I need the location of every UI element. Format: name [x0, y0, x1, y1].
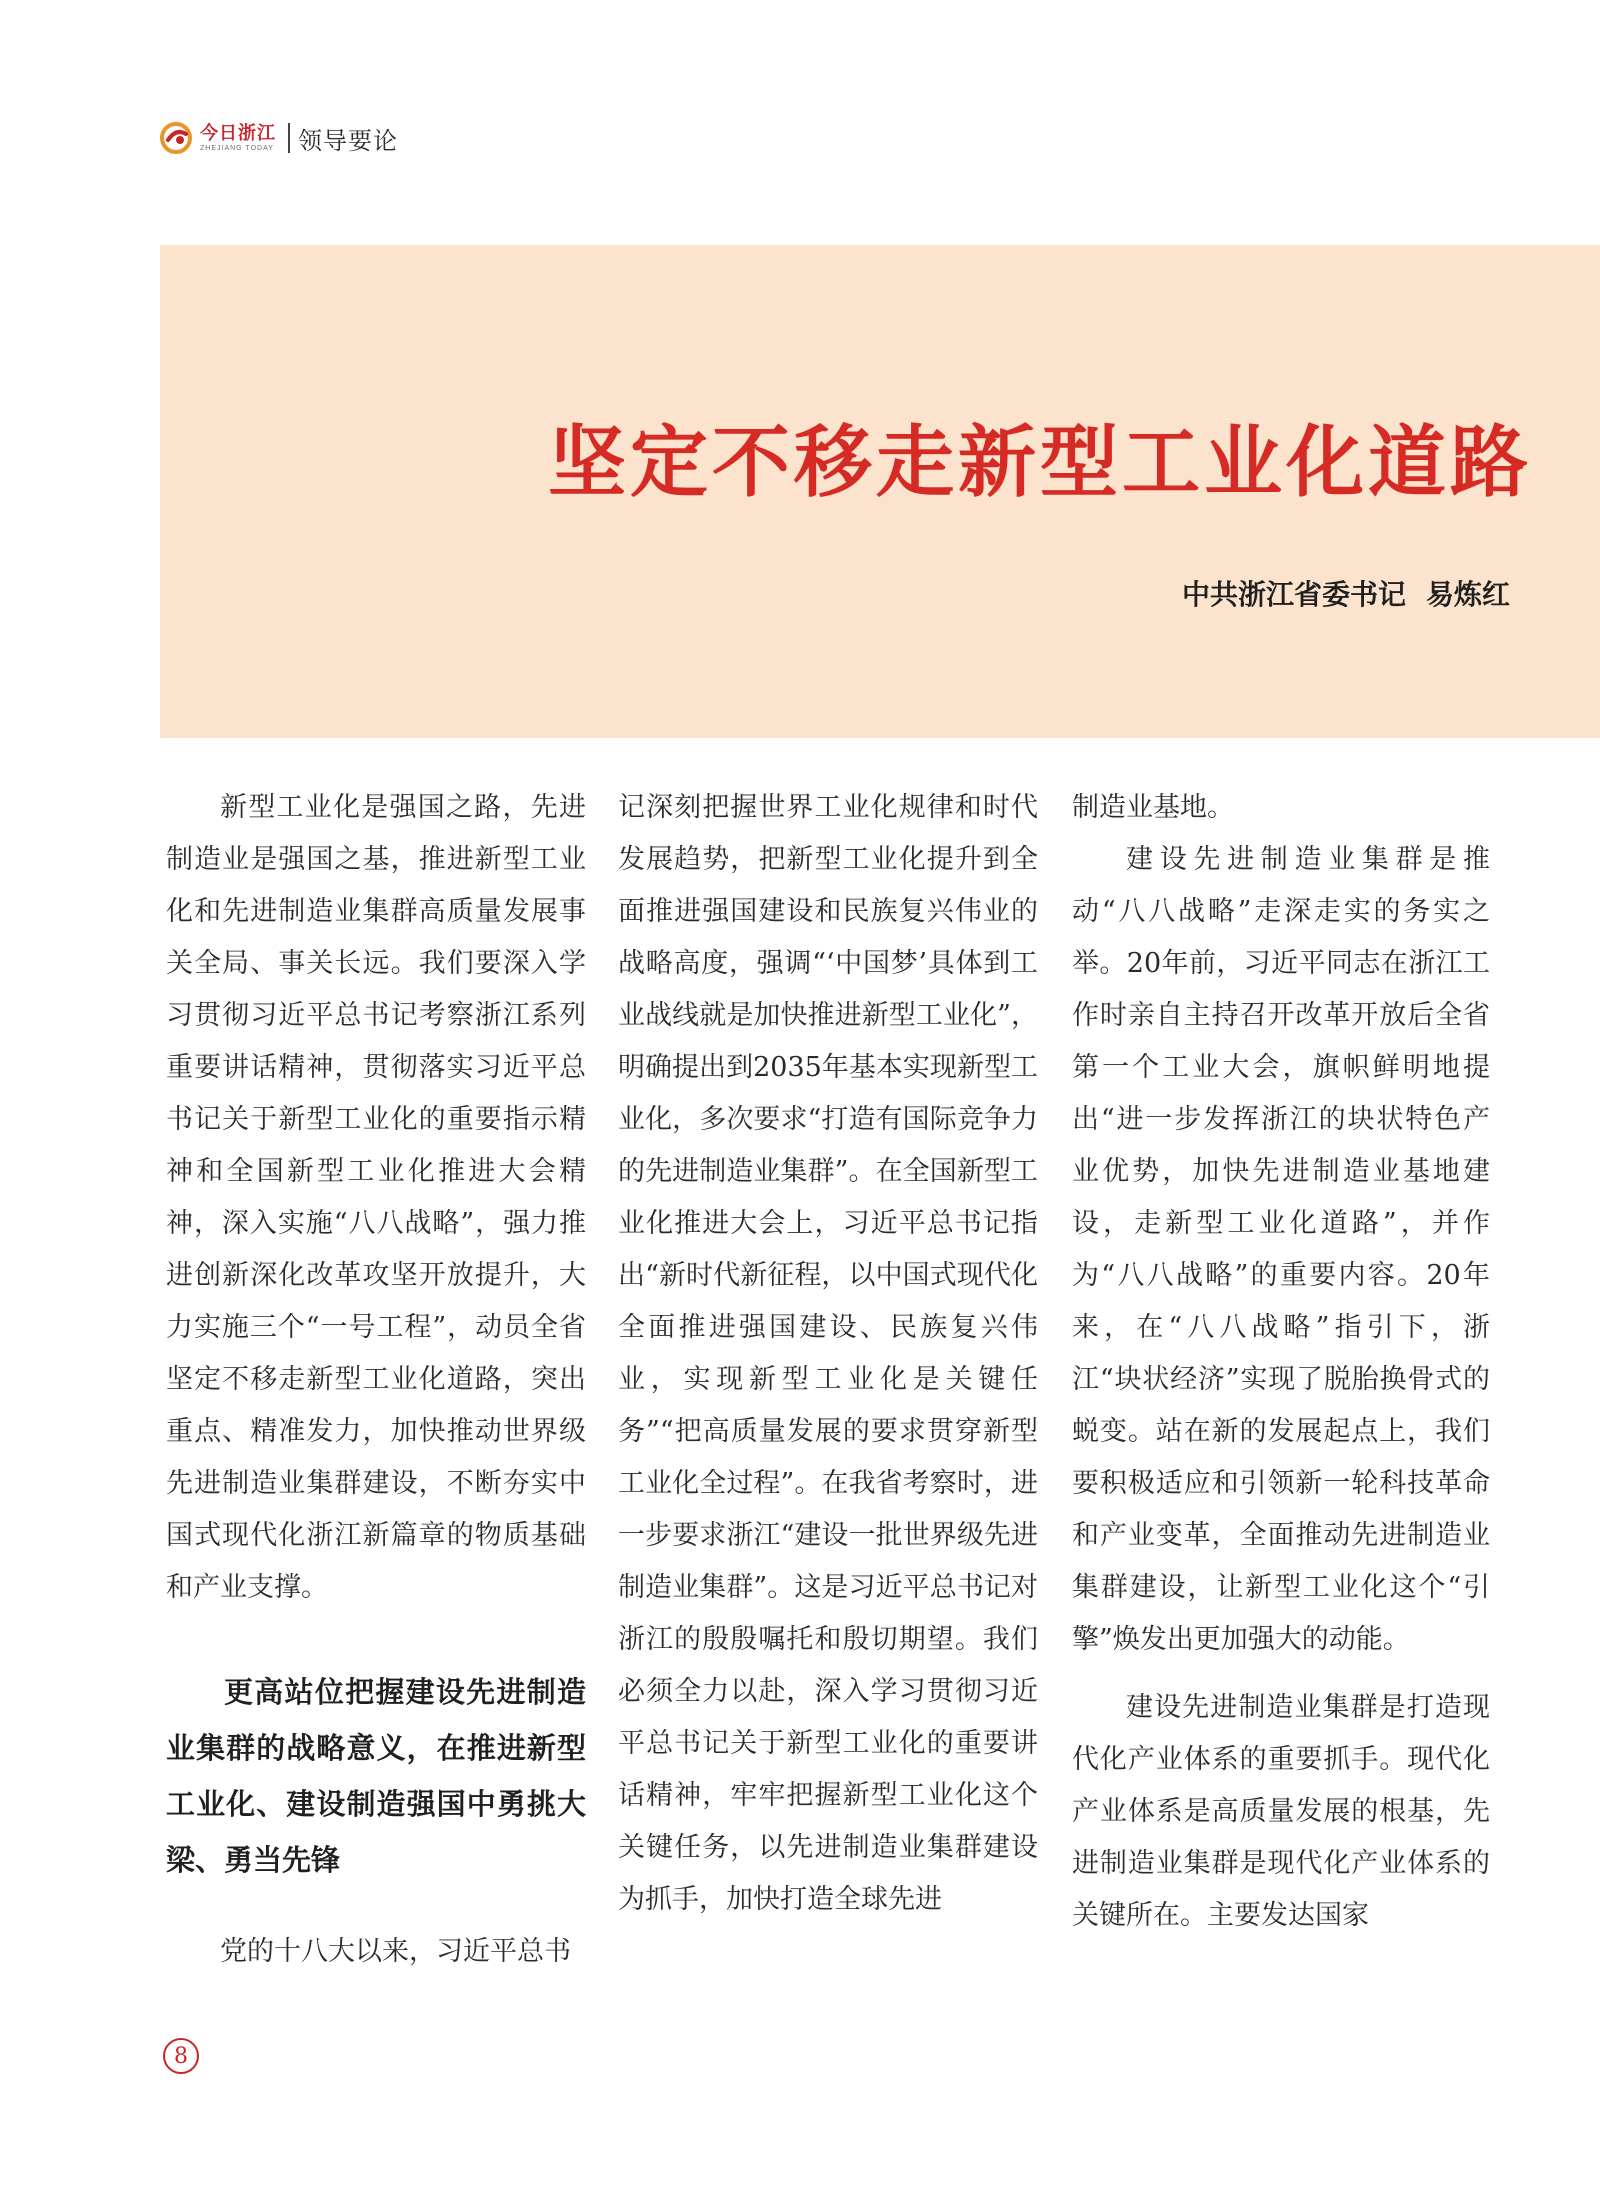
author-name: 易炼红 [1425, 578, 1510, 611]
header-bar [160, 118, 398, 158]
section-subheading: 更高站位把握建设先进制造业集群的战略意义，在推进新型工业化、建设制造强国中勇挑大梁、勇当先锋 [166, 1675, 586, 1877]
paragraph: 记深刻把握世界工业化规律和时代发展趋势，把新型工业化提升到全面推进强国建设和民族复兴伟业的战略高度，强调“‘中国梦’具体到工业战线就是加快推进新型工业化”，明确提出到2035年基本实现新型工业化，多次要求“打造有国际竞争力的先进制造业集群”。在全国新型工业化推进大会上，习近平总书记指出“新时代新征程，以中国式现代化全面推进强国建设、民族复兴伟业，实现新型工业化是关键任务”“把高质量发展的要求贯穿新型工业化全过程”。在我省考察时，进一步要求浙江“建设一批世界级先进制造业集群”。这是习近平总书记对浙江的殷殷嘱托和殷切期望。我们必须全力以赴，深入学习贯彻习近平总书记关于新型工业化的重要讲话精神，牢牢把握新型工业化这个关键任务，以先进制造业集群建设为抓手，加快打造全球先进 [618, 792, 1038, 1915]
paragraph: 制造业基地。 [1072, 792, 1234, 823]
article-column-2 [618, 782, 1038, 1926]
zhejiang-today-logo-icon [160, 122, 192, 154]
byline [1182, 573, 1510, 613]
page-number: 8 [163, 2038, 199, 2074]
header-divider [288, 123, 290, 153]
author-role: 中共浙江省委书记 [1181, 578, 1406, 611]
title-banner [160, 245, 1600, 738]
section-name: 领导要论 [298, 126, 398, 155]
logo-text [200, 124, 276, 153]
article-title: 坚定不移走新型工业化道路 [547, 418, 1532, 508]
paragraph: 建设先进制造业集群是推动“八八战略”走深走实的务实之举。20年前，习近平同志在浙江工作时亲自主持召开改革开放后全省第一个工业大会，旗帜鲜明地提出“进一步发挥浙江的块状特色产业优势，加快先进制造业基地建设，走新型工业化道路”，并作为“八八战略”的重要内容。20年来，在“八八战略”指引下，浙江“块状经济”实现了脱胎换骨式的蜕变。站在新的发展起点上，我们要积极适应和引领新一轮科技革命和产业变革，全面推动先进制造业集群建设，让新型工业化这个“引擎”焕发出更加强大的动能。 [1072, 844, 1490, 1655]
paragraph: 党的十八大以来，习近平总书 [220, 1936, 571, 1967]
paragraph: 建设先进制造业集群是打造现代化产业体系的重要抓手。现代化产业体系是高质量发展的根基，先进制造业集群是现代化产业体系的关键所在。主要发达国家 [1072, 1692, 1490, 1931]
article-column-3 [1072, 782, 1490, 1942]
paragraph: 新型工业化是强国之路，先进制造业是强国之基，推进新型工业化和先进制造业集群高质量发展事关全局、事关长远。我们要深入学习贯彻习近平总书记考察浙江系列重要讲话精神，贯彻落实习近平总书记关于新型工业化的重要指示精神和全国新型工业化推进大会精神，深入实施“八八战略”，强力推进创新深化改革攻坚开放提升，大力实施三个“一号工程”，动员全省坚定不移走新型工业化道路，突出重点、精准发力，加快推动世界级先进制造业集群建设，不断夯实中国式现代化浙江新篇章的物质基础和产业支撑。 [166, 792, 586, 1603]
article-column-1 [166, 782, 586, 1978]
logo-english: ZHEJIANG TODAY [200, 144, 274, 152]
logo-chinese: 今日浙江 [200, 122, 276, 144]
